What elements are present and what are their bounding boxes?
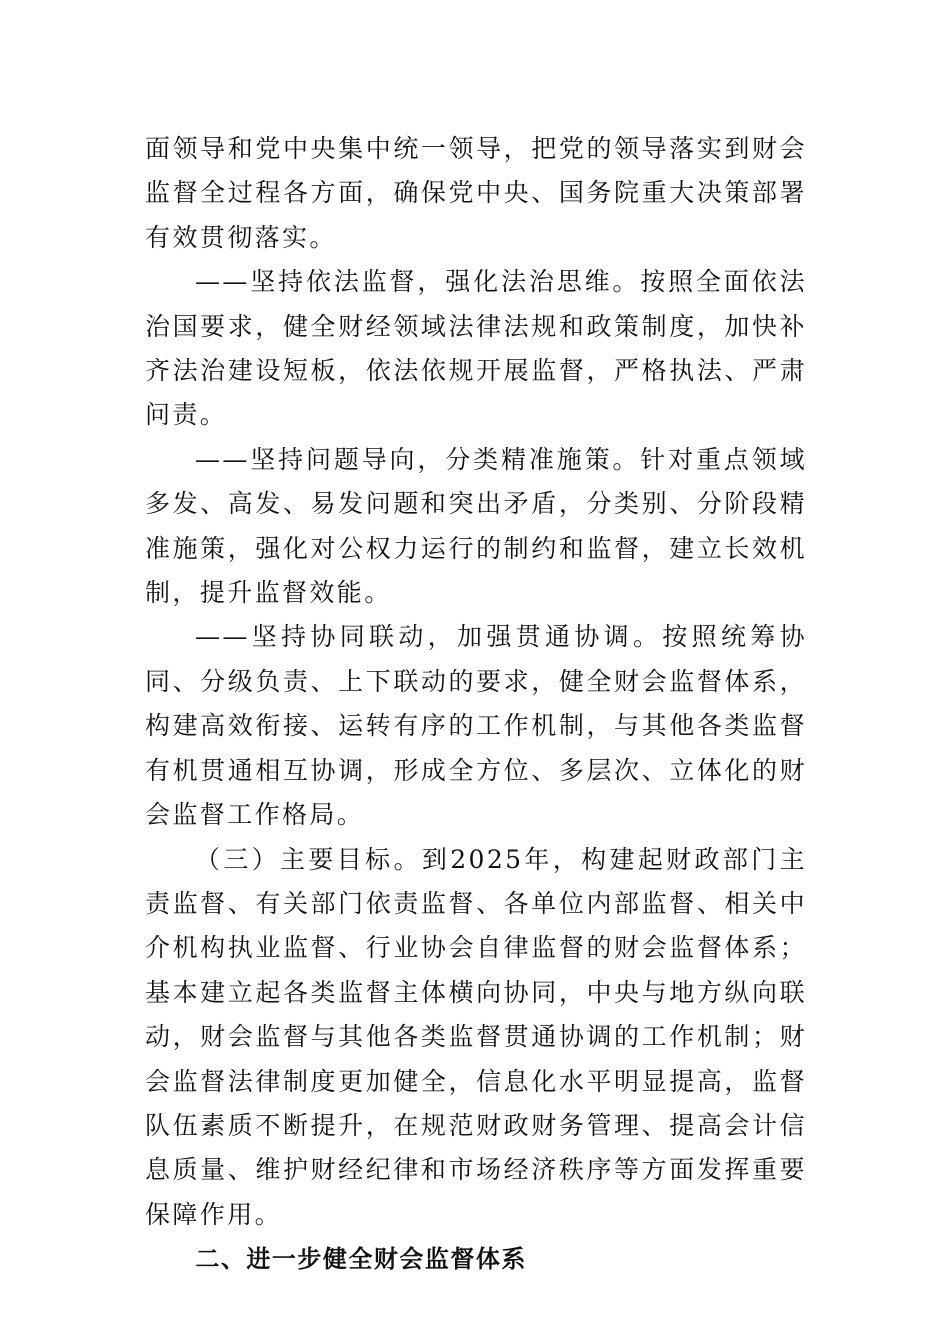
paragraph-lawful-supervision: ——坚持依法监督，强化法治思维。按照全面依法治国要求，健全财经领域法律法规和政策制度，加快补齐法治建设短板，依法依规开展监督，严格执法、严肃问责。 [145, 267, 807, 430]
paragraph-main-goals: （三）主要目标。到2025年，构建起财政部门主责监督、有关部门依责监督、各单位内部监督、相关中介机构执业监督、行业协会自律监督的财会监督体系；基本建立起各类监督主体横向协同，中央与地方纵向联动，财会监督与其他各类监督贯通协调的工作机制；财会监督法律制度更加健全，信息化水平明显提高，监督队伍素质不断提升，在规范财政财务管理、提高会计信息质量、维护财经纪律和市场经济秩序等方面发挥重要保障作用。 [145, 844, 807, 1229]
paragraph-coordination: ——坚持协同联动，加强贯通协调。按照统筹协同、分级负责、上下联动的要求，健全财会监督体系，构建高效衔接、运转有序的工作机制，与其他各类监督有机贯通相互协调，形成全方位、多层次、立体化的财会监督工作格局。 [145, 622, 807, 830]
section-heading: 二、进一步健全财会监督体系 [195, 1245, 527, 1274]
document-body [145, 127, 807, 1282]
paragraph-problem-oriented: ——坚持问题导向，分类精准施策。针对重点领域多发、高发、易发问题和突出矛盾，分类别、分阶段精准施策，强化对公权力运行的制约和监督，建立长效机制，提升监督效能。 [145, 444, 807, 608]
paragraph-continued-leadership: 面领导和党中央集中统一领导，把党的领导落实到财会监督全过程各方面，确保党中央、国务院重大决策部署有效贯彻落实。 [145, 134, 807, 252]
